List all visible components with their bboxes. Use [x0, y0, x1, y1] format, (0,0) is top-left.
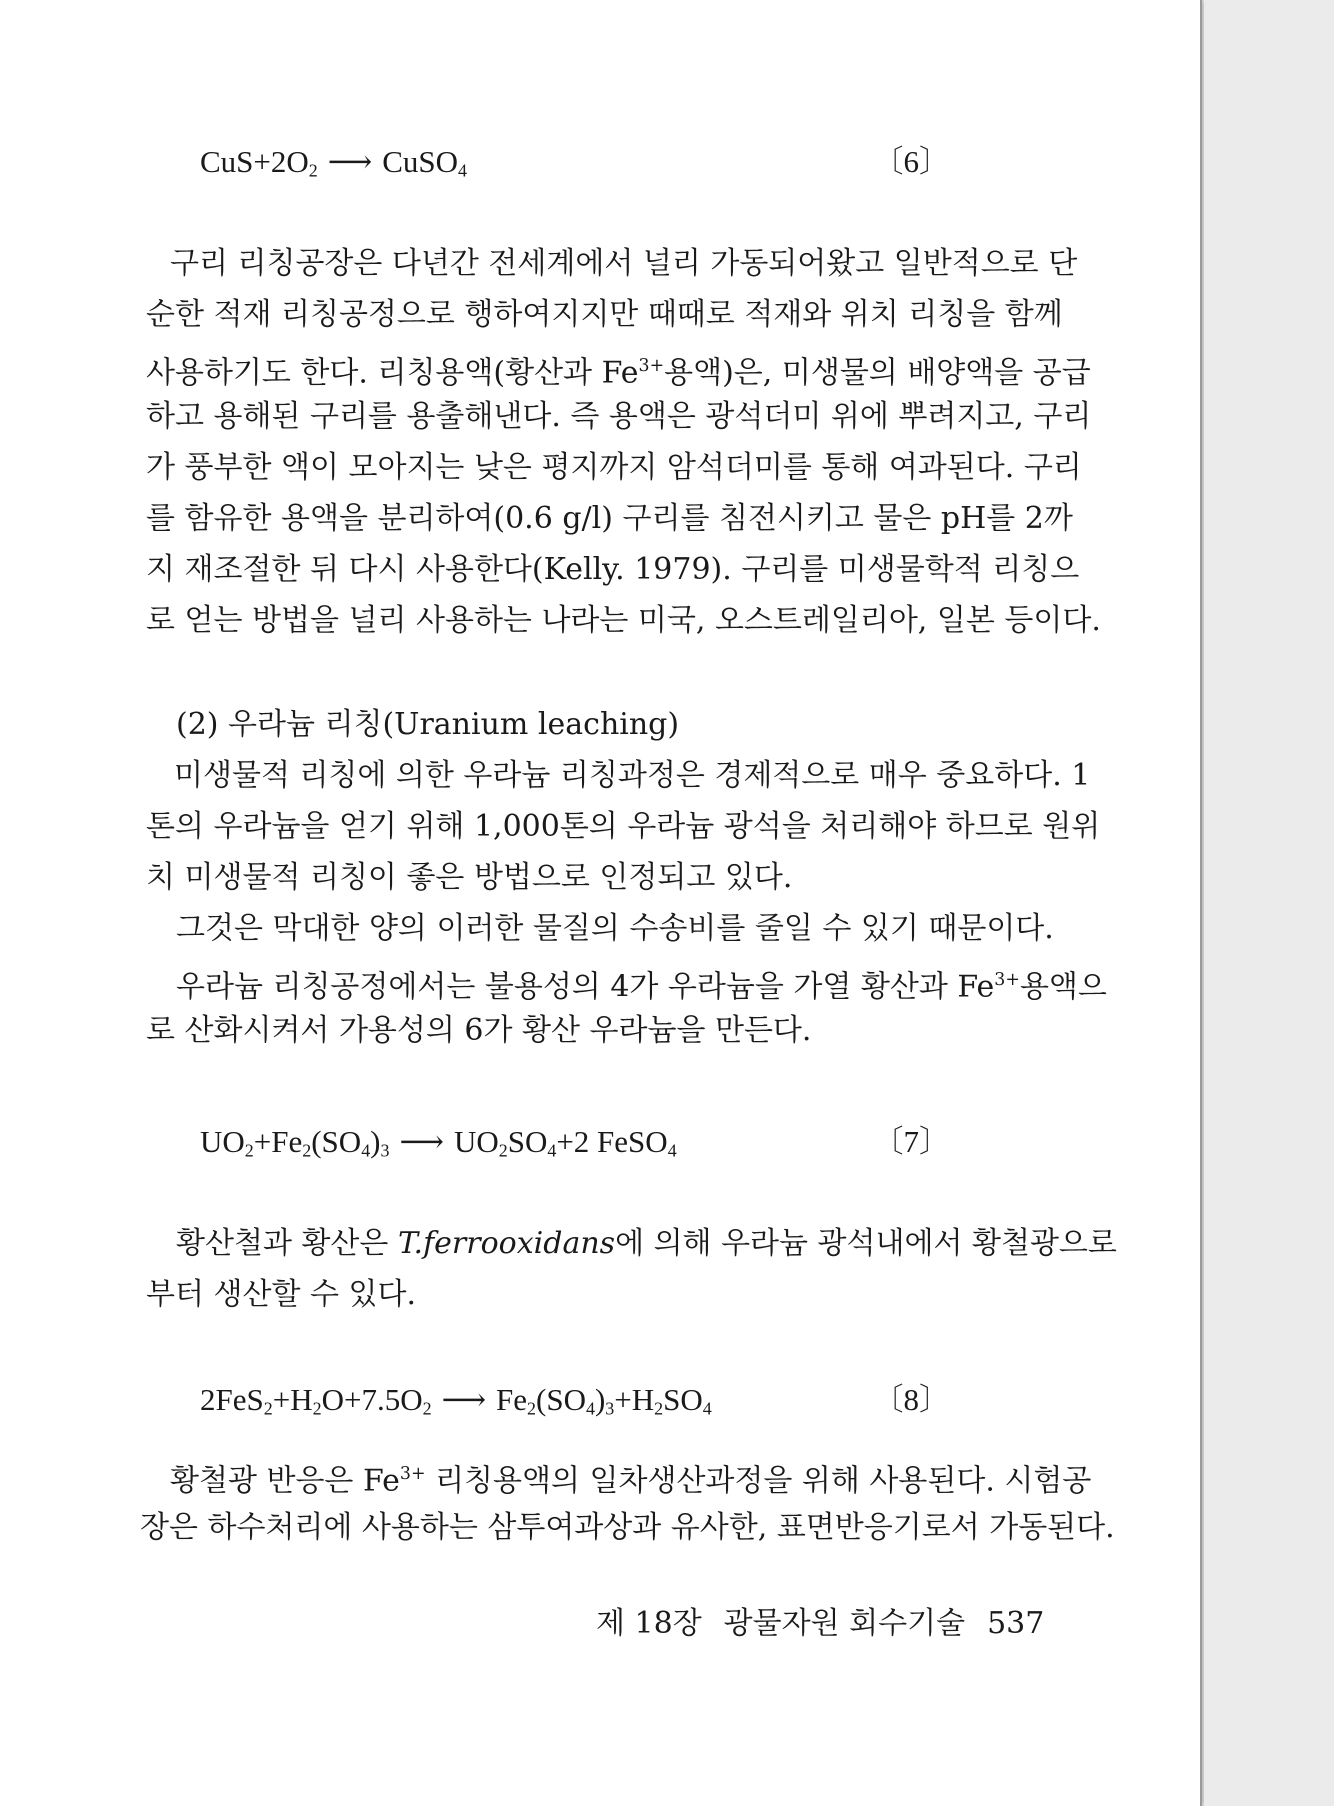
paragraph-line: 순한 적재 리칭공정으로 행하여지지만 때때로 적재와 위치 리칭을 함께	[146, 297, 1063, 332]
paragraph-line: 사용하기도 한다. 리칭용액(황산과 $Fe^{3+}$용액)은, 미생물의 배양액을 공급	[146, 355, 1091, 391]
paragraph-line: 우라늄 리칭공정에서는 불용성의 4가 우라늄을 가열 황산과 $Fe^{3+}$용액으	[176, 969, 1107, 1005]
paragraph-line: 지 재조절한 뒤 다시 사용한다(Kelly. 1979). 구리를 미생물학적 리칭으	[146, 552, 1080, 587]
equation-7: $UO_2+Fe_2(SO_4)_3$ ⟶ $UO_2SO_4+2$ FeSO$_4$ 〔7〕	[200, 1124, 950, 1161]
paragraph-line: 하고 용해된 구리를 용출해낸다. 즉 용액은 광석더미 위에 뿌려지고, 구리	[146, 399, 1092, 434]
paragraph-line: 로 산화시켜서 가용성의 6가 황산 우라늄을 만든다.	[146, 1013, 812, 1048]
paragraph-line: 황산철과 황산은 T.ferrooxidans에 의해 우라늄 광석내에서 황철광으로	[176, 1226, 1117, 1261]
page-footer	[596, 1604, 1066, 1644]
paragraph-line: 를 함유한 용액을 분리하여(0.6 g/l) 구리를 침전시키고 물은 pH를 2까	[146, 501, 1073, 536]
equation-number: 〔6〕	[872, 144, 950, 179]
page-number: 537	[987, 1606, 1045, 1641]
paragraph-line: 황철광 반응은 $Fe^{3+}$ 리칭용액의 일차생산과정을 위해 사용된다. 시험공	[170, 1463, 1092, 1499]
paragraph-line: 치 미생물적 리칭이 좋은 방법으로 인정되고 있다.	[146, 860, 793, 895]
equation-6: $CuS+2O_2$ ⟶ CuSO$_4$ 〔6〕	[200, 144, 950, 181]
paragraph-line: 톤의 우라늄을 얻기 위해 1,000톤의 우라늄 광석을 처리해야 하므로 원위	[146, 809, 1101, 844]
paragraph-line: 그것은 막대한 양의 이러한 물질의 수송비를 줄일 수 있기 때문이다.	[176, 911, 1054, 946]
paragraph-line: 부터 생산할 수 있다.	[146, 1277, 416, 1312]
chapter-label: 제 18장	[596, 1606, 702, 1641]
equation-number: 〔7〕	[872, 1124, 950, 1159]
viewer-background	[1204, 0, 1334, 1806]
equation-number: 〔8〕	[872, 1382, 950, 1417]
equation-8: $2FeS_2+H_2O+7.5O_2$ ⟶ $Fe_2(SO_4)_3+H_2SO_4$ 〔8〕	[200, 1382, 950, 1419]
section-heading: (2) 우라늄 리칭(Uranium leaching)	[176, 707, 680, 742]
chapter-title: 광물자원 회수기술	[723, 1606, 966, 1641]
paragraph-line: 구리 리칭공장은 다년간 전세계에서 널리 가동되어왔고 일반적으로 단	[170, 246, 1078, 281]
paragraph-line: 장은 하수처리에 사용하는 삼투여과상과 유사한, 표면반응기로서 가동된다.	[140, 1510, 1115, 1545]
paragraph-line: 미생물적 리칭에 의한 우라늄 리칭과정은 경제적으로 매우 중요하다. 1	[174, 758, 1091, 793]
paragraph-line: 가 풍부한 액이 모아지는 낮은 평지까지 암석더미를 통해 여과된다. 구리	[146, 450, 1082, 485]
paragraph-line: 로 얻는 방법을 널리 사용하는 나라는 미국, 오스트레일리아, 일본 등이다.	[146, 603, 1101, 638]
